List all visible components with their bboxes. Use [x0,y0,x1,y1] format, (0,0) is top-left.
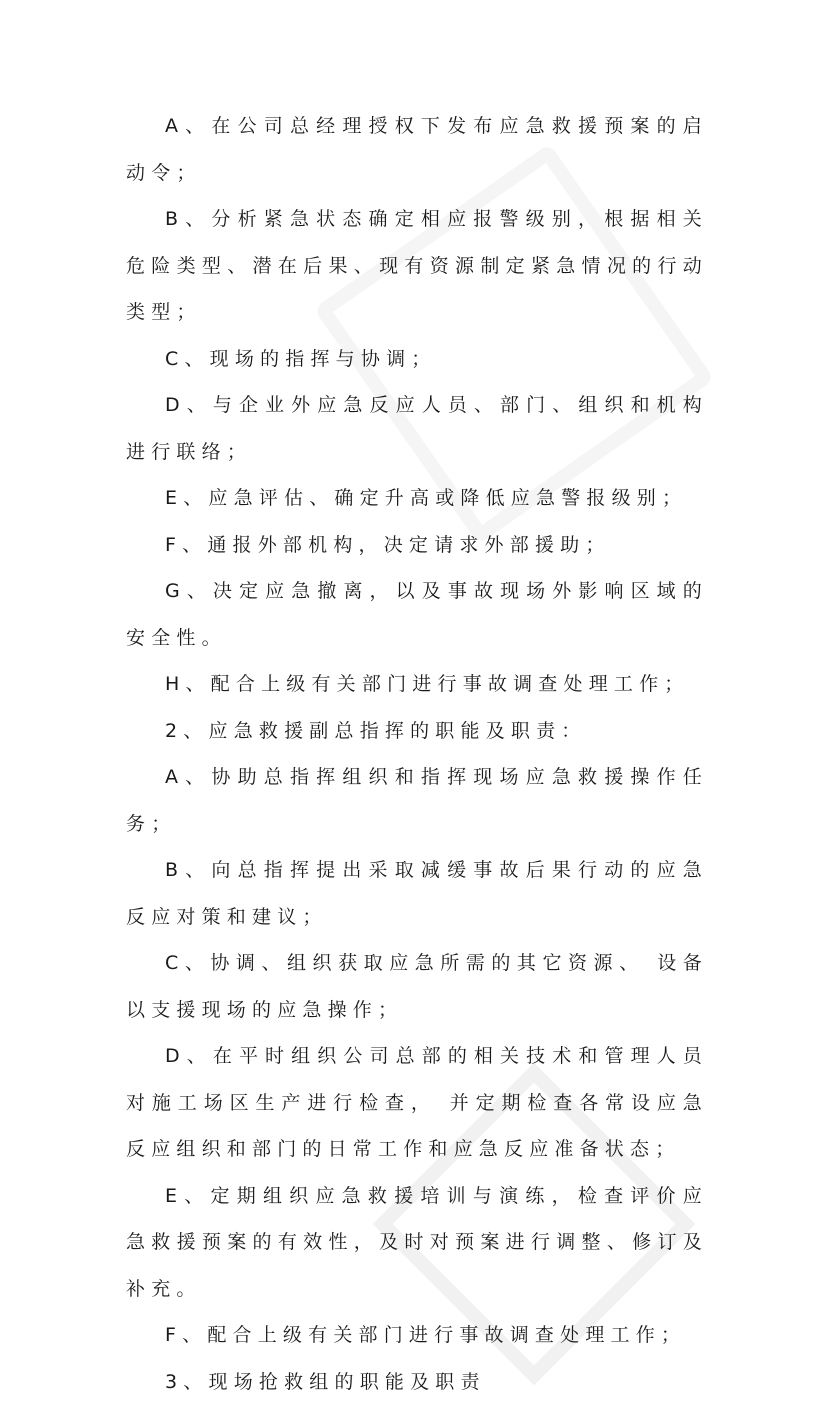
paragraph-deputy-d: D、在平时组织公司总部的相关技术和管理人员对施工场区生产进行检查， 并定期检查各常设应急反应组织和部门的日常工作和应急反应准备状态； [126,1033,708,1173]
paragraph-general-commander-h: H、配合上级有关部门进行事故调查处理工作； [126,661,708,708]
paragraph-deputy-f: F、配合上级有关部门进行事故调查处理工作； [126,1312,708,1359]
paragraph-general-commander-f: F、通报外部机构，决定请求外部援助； [126,522,708,569]
paragraph-general-commander-d: D、与企业外应急反应人员、部门、组织和机构进行联络； [126,382,708,475]
paragraph-deputy-e: E、定期组织应急救援培训与演练，检查评价应急救援预案的有效性，及时对预案进行调整、修订及补充。 [126,1173,708,1313]
paragraph-general-commander-b: B、分析紧急状态确定相应报警级别，根据相关危险类型、潜在后果、现有资源制定紧急情况的行动类型； [126,196,708,336]
paragraph-deputy-b: B、向总指挥提出采取减缓事故后果行动的应急反应对策和建议； [126,847,708,940]
document-page [126,103,708,1405]
paragraph-general-commander-c: C、现场的指挥与协调； [126,336,708,383]
paragraph-general-commander-a: A、在公司总经理授权下发布应急救援预案的启动令； [126,103,708,196]
section-heading-rescue-team: 3、现场抢救组的职能及职责 [126,1359,708,1405]
paragraph-deputy-a: A、协助总指挥组织和指挥现场应急救援操作任务； [126,754,708,847]
paragraph-deputy-c: C、协调、组织获取应急所需的其它资源、 设备以支援现场的应急操作； [126,940,708,1033]
section-heading-deputy-commander: 2、应急救援副总指挥的职能及职责： [126,708,708,755]
paragraph-general-commander-g: G、决定应急撤离，以及事故现场外影响区域的安全性。 [126,568,708,661]
paragraph-general-commander-e: E、应急评估、确定升高或降低应急警报级别； [126,475,708,522]
